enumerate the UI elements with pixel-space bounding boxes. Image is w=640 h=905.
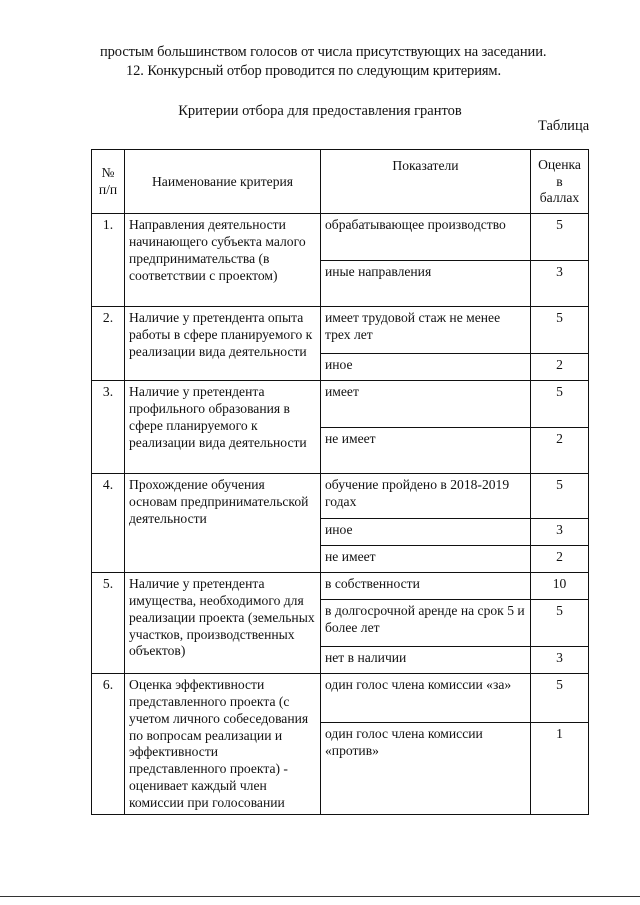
score-cell: 5 (531, 674, 589, 723)
indicator-cell: в собственности (321, 573, 531, 600)
criterion-number: 4. (92, 474, 125, 573)
indicator-cell: обрабатывающее производство (321, 214, 531, 261)
criteria-table (91, 149, 589, 815)
header-score: Оценка в баллах (531, 150, 589, 214)
indicator-cell: иные направления (321, 261, 531, 307)
criterion-name: Направления деятельности начинающего субъекта малого предпринимательства (в соответствии с проектом) (125, 214, 321, 307)
criterion-name: Наличие у претендента опыта работы в сфере планируемого к реализации вида деятельности (125, 307, 321, 381)
table-row (92, 474, 589, 519)
criterion-name: Прохождение обучения основам предпринимательской деятельности (125, 474, 321, 573)
table-label: Таблица (538, 118, 590, 134)
table-header-row (92, 150, 589, 214)
indicator-cell: имеет трудовой стаж не менее трех лет (321, 307, 531, 354)
score-cell: 10 (531, 573, 589, 600)
header-num: № п/п (92, 150, 125, 214)
criterion-number: 5. (92, 573, 125, 674)
page-bottom-rule (0, 896, 640, 897)
indicator-cell: не имеет (321, 428, 531, 474)
criterion-number: 6. (92, 674, 125, 815)
table-row (92, 307, 589, 354)
intro-line-1: простым большинством голосов от числа присутствующих на заседании. (100, 44, 547, 60)
indicator-cell: нет в наличии (321, 647, 531, 674)
table-row (92, 214, 589, 261)
table-title: Критерии отбора для предоставления грантов (178, 103, 462, 119)
score-cell: 3 (531, 519, 589, 546)
score-cell: 3 (531, 261, 589, 307)
header-indicators: Показатели (321, 150, 531, 214)
indicator-cell: один голос члена комиссии «против» (321, 723, 531, 815)
score-cell: 5 (531, 307, 589, 354)
indicator-cell: имеет (321, 381, 531, 428)
indicator-cell: в долгосрочной аренде на срок 5 и более лет (321, 600, 531, 647)
criterion-name: Оценка эффективности представленного проекта (с учетом личного собеседования по вопросам реализации и эффективности представленного проекта) - оценивает каждый член комиссии при голосовании (125, 674, 321, 815)
criterion-number: 1. (92, 214, 125, 307)
score-cell: 2 (531, 354, 589, 381)
score-cell: 5 (531, 214, 589, 261)
table-row (92, 381, 589, 428)
criterion-name: Наличие у претендента профильного образования в сфере планируемого к реализации вида деятельности (125, 381, 321, 474)
criterion-number: 3. (92, 381, 125, 474)
score-cell: 2 (531, 546, 589, 573)
score-cell: 5 (531, 474, 589, 519)
score-cell: 3 (531, 647, 589, 674)
criterion-number: 2. (92, 307, 125, 381)
score-cell: 5 (531, 600, 589, 647)
table-row (92, 674, 589, 723)
score-cell: 5 (531, 381, 589, 428)
criteria-body (92, 214, 589, 815)
indicator-cell: обучение пройдено в 2018-2019 годах (321, 474, 531, 519)
indicator-cell: один голос члена комиссии «за» (321, 674, 531, 723)
header-name: Наименование критерия (125, 150, 321, 214)
criterion-name: Наличие у претендента имущества, необходимого для реализации проекта (земельных участков, производственных объектов) (125, 573, 321, 674)
table-row (92, 573, 589, 600)
indicator-cell: иное (321, 354, 531, 381)
intro-line-2: 12. Конкурсный отбор проводится по следующим критериям. (126, 63, 502, 79)
indicator-cell: иное (321, 519, 531, 546)
score-cell: 2 (531, 428, 589, 474)
score-cell: 1 (531, 723, 589, 815)
indicator-cell: не имеет (321, 546, 531, 573)
